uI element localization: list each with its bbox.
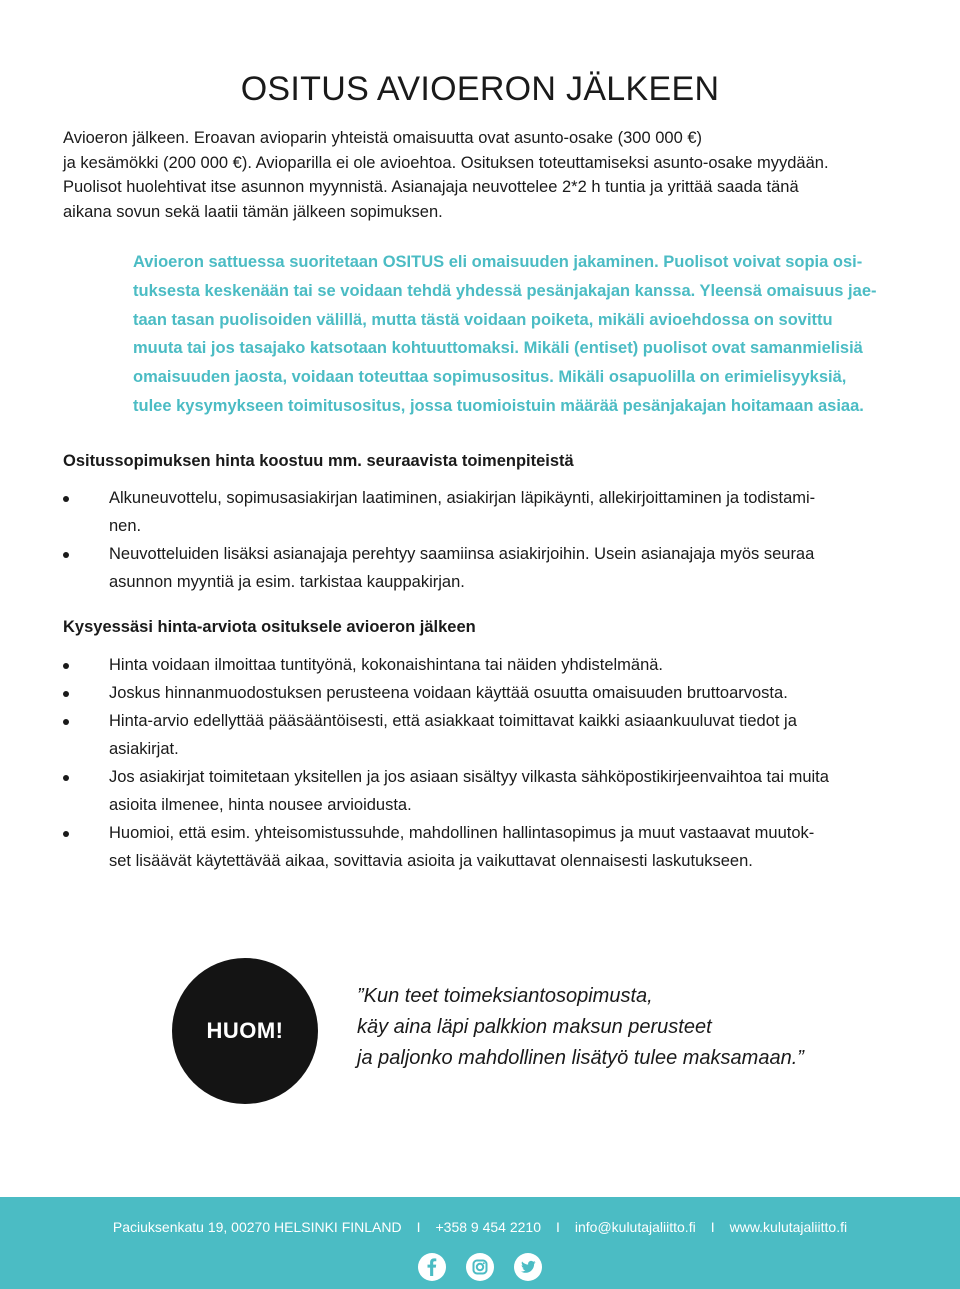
list-item-line: Hinta voidaan ilmoittaa tuntityönä, kokonaishintana tai näiden yhdistelmänä. bbox=[109, 656, 664, 674]
bullet-icon bbox=[63, 552, 69, 558]
intro-line: ja kesämökki (200 000 €). Avioparilla ei ole avioehtoa. Osituksen toteuttamiseksi asunto-osake myydään. bbox=[63, 153, 829, 172]
list-item bbox=[63, 819, 893, 875]
list-item-line: Hinta-arvio edellyttää pääsääntöisesti, että asiakkaat toimittavat kaikki asiaankuuluvat tiedot ja bbox=[109, 712, 797, 730]
footer-phone[interactable]: +358 9 454 2210 bbox=[435, 1219, 541, 1235]
section1-heading: Ositussopimuksen hinta koostuu mm. seuraavista toimenpiteistä bbox=[63, 452, 574, 470]
footer-separator: I bbox=[416, 1219, 421, 1235]
list-item-line: Jos asiakirjat toimitetaan yksitellen ja jos asiaan sisältyy vilkasta sähköpostikirjeenvaihtoa tai muita bbox=[109, 768, 829, 786]
bullet-icon bbox=[63, 831, 69, 837]
highlight-line: Avioeron sattuessa suoritetaan OSITUS eli omaisuuden jakaminen. Puolisot voivat sopia osi- bbox=[133, 253, 863, 271]
list-item bbox=[63, 763, 893, 819]
list-item bbox=[63, 707, 893, 763]
footer-separator: I bbox=[555, 1219, 560, 1235]
list-item bbox=[63, 651, 893, 679]
section2-heading: Kysyessäsi hinta-arviota osituksele avioeron jälkeen bbox=[63, 618, 476, 636]
list-item-line: set lisäävät käytettävää aikaa, sovittavia asioita ja vaikuttavat olennaisesti laskutukseen. bbox=[109, 852, 753, 870]
highlight-line: tulee kysymykseen toimitusositus, jossa tuomioistuin määrää pesänjakajan hoitamaan asiaa. bbox=[133, 396, 864, 415]
page-title: OSITUS AVIOERON JÄLKEEN bbox=[240, 70, 720, 108]
list-item bbox=[63, 540, 893, 596]
bullet-icon bbox=[63, 691, 69, 697]
quote-line: ”Kun teet toimeksiantosopimusta, bbox=[357, 985, 653, 1007]
quote-line: ja paljonko mahdollinen lisätyö tulee maksamaan.” bbox=[357, 1047, 804, 1069]
bullet-icon bbox=[63, 719, 69, 725]
footer bbox=[0, 1197, 960, 1289]
list-item-line: asunnon myyntiä ja esim. tarkistaa kauppakirjan. bbox=[109, 573, 465, 591]
footer-address: Paciuksenkatu 19, 00270 HELSINKI FINLAND bbox=[112, 1219, 402, 1235]
section2-list bbox=[63, 651, 893, 875]
bullet-icon bbox=[63, 663, 69, 669]
notice-quote bbox=[357, 981, 877, 1074]
section1-list bbox=[63, 484, 893, 596]
highlight-line: omaisuuden jaosta, voidaan toteuttaa sopimusositus. Mikäli osapuolilla on erimielisyyksiä, bbox=[133, 368, 847, 387]
footer-contact bbox=[0, 1219, 960, 1235]
list-item-line: Alkuneuvottelu, sopimusasiakirjan laatiminen, asiakirjan läpikäynti, allekirjoittaminen ja todistami- bbox=[109, 489, 816, 507]
list-item-line: asiakirjat. bbox=[109, 740, 179, 758]
highlight-line: muuta tai jos tasajako katsotaan kohtuuttomaksi. Mikäli (entiset) puolisot ovat samanmielisiä bbox=[133, 339, 863, 358]
bullet-icon bbox=[63, 775, 69, 781]
highlight-line: taan tasan puolisoiden välillä, mutta tästä voidaan poiketa, mikäli avioehdossa on sovittu bbox=[133, 310, 833, 329]
instagram-icon[interactable] bbox=[466, 1253, 494, 1281]
social-links bbox=[0, 1253, 960, 1281]
twitter-icon[interactable] bbox=[514, 1253, 542, 1281]
footer-website[interactable]: www.kulutajaliitto.fi bbox=[729, 1219, 848, 1235]
highlight-paragraph bbox=[133, 248, 893, 421]
list-item-line: Neuvotteluiden lisäksi asianajaja perehtyy saamiinsa asiakirjoihin. Usein asianajaja myös seuraa bbox=[109, 545, 815, 563]
huom-badge bbox=[172, 958, 318, 1104]
list-item bbox=[63, 679, 893, 707]
footer-email[interactable]: info@kulutajaliitto.fi bbox=[574, 1219, 696, 1235]
list-item-line: Huomioi, että esim. yhteisomistussuhde, mahdollinen hallintasopimus ja muut vastaavat muutok- bbox=[109, 824, 815, 842]
quote-line: käy aina läpi palkkion maksun perusteet bbox=[357, 1016, 712, 1038]
facebook-icon[interactable] bbox=[418, 1253, 446, 1281]
list-item-line: asioita ilmenee, hinta nousee arvioidusta. bbox=[109, 796, 412, 814]
intro-line: Puolisot huolehtivat itse asunnon myynnistä. Asianajaja neuvottelee 2*2 h tuntia ja yrittää saada tänä bbox=[63, 178, 799, 196]
intro-line: Avioeron jälkeen. Eroavan avioparin yhteistä omaisuutta ovat asunto-osake (300 000 €) bbox=[63, 129, 703, 147]
highlight-line: tuksesta keskenään tai se voidaan tehdä yhdessä pesänjakajan kanssa. Yleensä omaisuus jae- bbox=[133, 281, 877, 300]
list-item-line: nen. bbox=[109, 517, 142, 535]
huom-badge-label: HUOM! bbox=[206, 1018, 284, 1043]
intro-line: aikana sovun sekä laatii tämän jälkeen sopimuksen. bbox=[63, 202, 443, 221]
bullet-icon bbox=[63, 496, 69, 502]
list-item-line: Joskus hinnanmuodostuksen perusteena voidaan käyttää osuutta omaisuuden bruttoarvosta. bbox=[109, 684, 788, 702]
intro-paragraph bbox=[63, 126, 883, 224]
list-item bbox=[63, 484, 893, 540]
footer-separator: I bbox=[710, 1219, 715, 1235]
